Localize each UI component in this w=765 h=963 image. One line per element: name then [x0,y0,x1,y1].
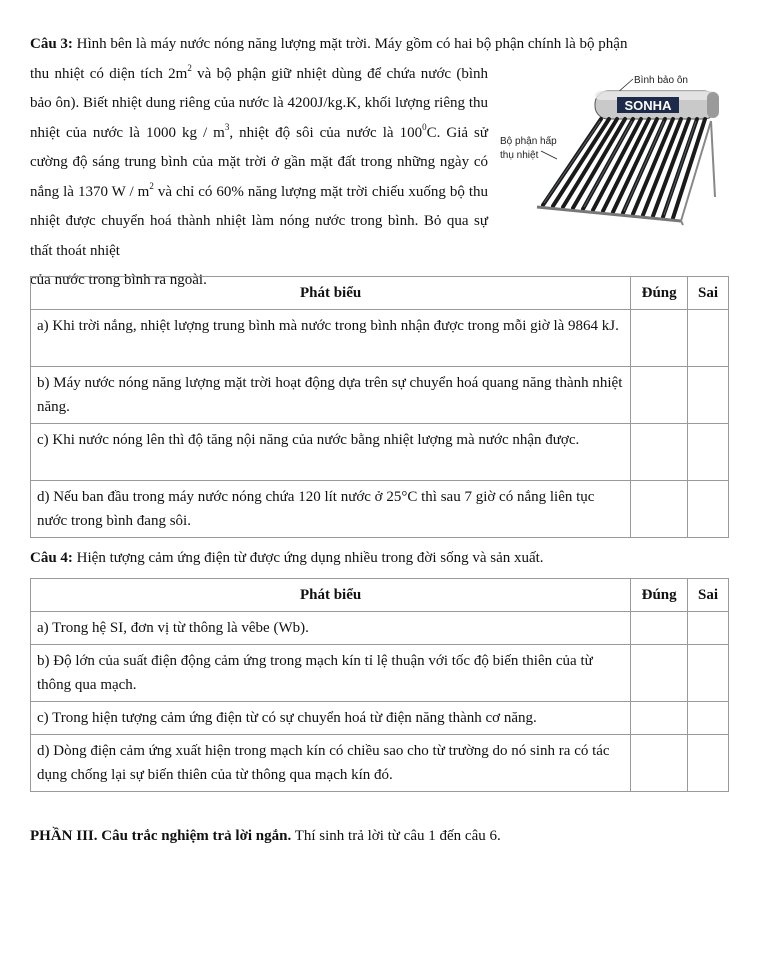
answer-true-cell[interactable] [631,481,688,538]
table-row [31,735,729,792]
answer-false-cell[interactable] [688,481,729,538]
statement-d: d) Dòng điện cảm ứng xuất hiện trong mạch kín có chiều sao cho từ trường do nó sinh ra có tác dụng chống lại sự biến thiên của từ thông qua mạch kín đó. [31,735,631,792]
table-header-row [31,579,729,612]
header-statement: Phát biểu [31,277,631,310]
answer-false-cell[interactable] [688,612,729,645]
header-false: Sai [688,277,729,310]
header-statement: Phát biểu [31,579,631,612]
table-row [31,645,729,702]
table-row [31,424,729,481]
collector-label-line1: Bộ phận hấp [500,136,557,147]
solar-heater-figure [497,65,732,230]
statement-table-q4 [30,578,729,792]
table-row [31,481,729,538]
question-3-last-line: của nước trong bình ra ngoài. [30,272,207,288]
statement-b: b) Máy nước nóng năng lượng mặt trời hoạt động dựa trên sự chuyển hoá quang năng thành nhiệt năng. [31,367,631,424]
answer-true-cell[interactable] [631,367,688,424]
statement-c: c) Trong hiện tượng cảm ứng điện từ có sự chuyển hoá từ điện năng thành cơ năng. [31,702,631,735]
tank-label: Bình bảo ôn [634,75,688,86]
statement-a: a) Khi trời nắng, nhiệt lượng trung bình mà nước trong bình nhận được trong mỗi giờ là 9864 kJ. [31,310,631,367]
table-header-row [31,277,729,310]
brand-logo: SONHA [624,98,672,113]
answer-true-cell[interactable] [631,702,688,735]
header-true: Đúng [631,579,688,612]
question-4: Câu 4: Hiện tượng cảm ứng điện từ được ứng dụng nhiều trong đời sống và sản xuất. [30,550,544,566]
answer-false-cell[interactable] [688,310,729,367]
statement-b: b) Độ lớn của suất điện động cảm ứng trong mạch kín tỉ lệ thuận với tốc độ biến thiên của từ thông qua mạch. [31,645,631,702]
header-true: Đúng [631,277,688,310]
answer-true-cell[interactable] [631,612,688,645]
answer-true-cell[interactable] [631,310,688,367]
question-4-label: Câu 4: [30,550,73,566]
answer-true-cell[interactable] [631,424,688,481]
answer-true-cell[interactable] [631,645,688,702]
answer-false-cell[interactable] [688,702,729,735]
collector-label-line2: thụ nhiệt [500,150,539,161]
statement-d: d) Nếu ban đầu trong máy nước nóng chứa 120 lít nước ở 25°C thì sau 7 giờ có nắng liên tục nước trong bình đang sôi. [31,481,631,538]
answer-false-cell[interactable] [688,645,729,702]
question-3-label: Câu 3: [30,36,73,52]
header-false: Sai [688,579,729,612]
answer-true-cell[interactable] [631,735,688,792]
table-row [31,310,729,367]
table-row [31,702,729,735]
question-3-body: thu nhiệt có diện tích $2m^2$ và bộ phận giữ nhiệt dùng để chứa nước (bình bảo ôn). Biết nhiệt dung riêng của nước là 4200J/kg.K, khối lượng riêng thu nhiệt của nước là 1000 kg / $m^3$, nhiệt độ sôi của nước là $100^0C$. Giả sử cường độ sáng trung bình của mặt trời ở gần mặt đất trong những ngày có nắng là 1370 W / $m^2$ và chỉ có 60% năng lượng mặt trời chiếu xuống bộ thu nhiệt được chuyển hoá thành nhiệt làm nóng nước trong bình. Bỏ qua sự thất thoát nhiệt [30,62,489,259]
question-3-first-line: Câu 3: Hình bên là máy nước nóng năng lượng mặt trời. Máy gồm có hai bộ phận chính là bộ phận [30,36,628,52]
table-row [31,367,729,424]
statement-c: c) Khi nước nóng lên thì độ tăng nội năng của nước bằng nhiệt lượng mà nước nhận được. [31,424,631,481]
answer-false-cell[interactable] [688,424,729,481]
part-3: PHẦN III. Câu trắc nghiệm trả lời ngắn. Thí sinh trả lời từ câu 1 đến câu 6. [30,828,501,844]
answer-false-cell[interactable] [688,367,729,424]
table-row [31,612,729,645]
statement-a: a) Trong hệ SI, đơn vị từ thông là vêbe (Wb). [31,612,631,645]
statement-table-q3 [30,276,729,538]
part-3-heading: PHẦN III. Câu trắc nghiệm trả lời ngắn. [30,828,292,844]
answer-false-cell[interactable] [688,735,729,792]
